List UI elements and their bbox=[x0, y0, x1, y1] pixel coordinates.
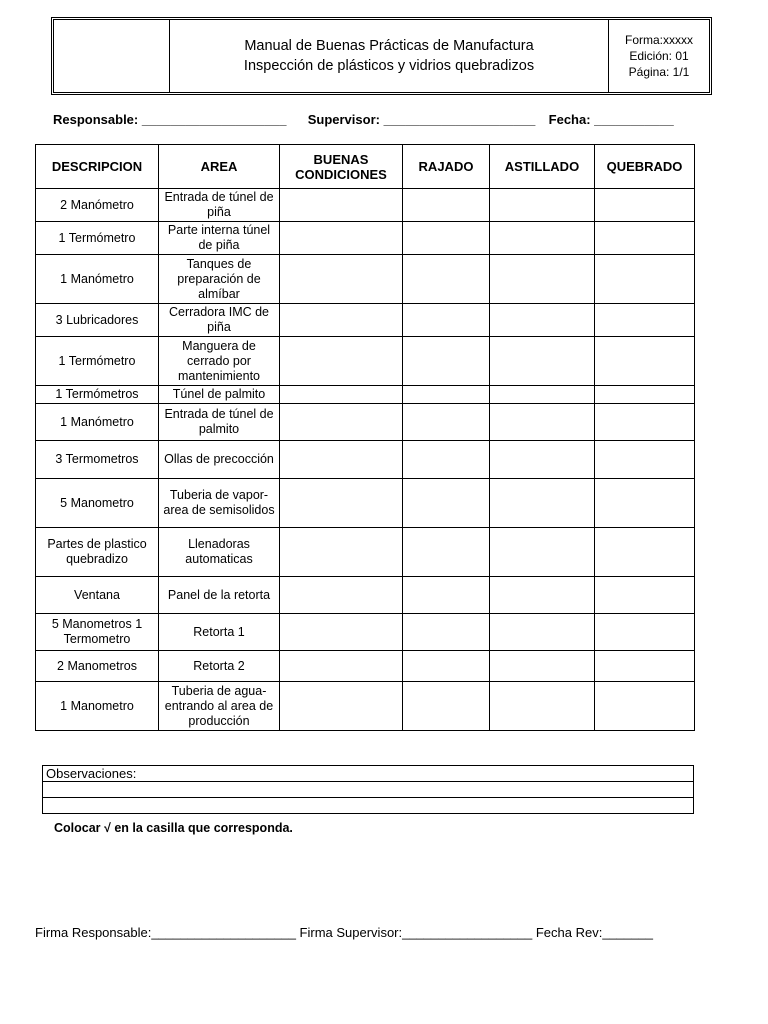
buenas-condiciones-cell[interactable] bbox=[280, 189, 403, 222]
forma-code: Forma:xxxxx bbox=[624, 33, 693, 47]
area-cell: Túnel de palmito bbox=[159, 386, 280, 404]
observaciones-box bbox=[42, 766, 694, 814]
buenas-condiciones-cell[interactable] bbox=[280, 441, 403, 479]
rajado-cell[interactable] bbox=[403, 441, 490, 479]
signature-line[interactable]: Firma Responsable:____________________ Firma Supervisor:__________________ Fecha Rev:_______ bbox=[35, 925, 653, 940]
astillado-cell[interactable] bbox=[490, 577, 595, 614]
quebrado-cell[interactable] bbox=[595, 651, 695, 682]
astillado-cell[interactable] bbox=[490, 255, 595, 304]
table-row bbox=[36, 441, 695, 479]
table-row bbox=[36, 255, 695, 304]
line-gap bbox=[108, 814, 118, 820]
area-cell: Ollas de precocción bbox=[159, 441, 280, 479]
quebrado-cell[interactable] bbox=[595, 404, 695, 441]
col-quebrado: QUEBRADO bbox=[595, 145, 695, 189]
area-cell: Manguera de cerrado por mantenimiento bbox=[159, 337, 280, 386]
rajado-cell[interactable] bbox=[403, 682, 490, 731]
quebrado-cell[interactable] bbox=[595, 479, 695, 528]
descripcion-cell: Partes de plastico quebradizo bbox=[36, 528, 159, 577]
table-row bbox=[36, 222, 695, 255]
astillado-cell[interactable] bbox=[490, 337, 595, 386]
header-fields bbox=[53, 112, 674, 127]
table-row bbox=[36, 189, 695, 222]
area-cell: Entrada de túnel de palmito bbox=[159, 404, 280, 441]
buenas-condiciones-cell[interactable] bbox=[280, 386, 403, 404]
astillado-cell[interactable] bbox=[490, 222, 595, 255]
descripcion-cell: 1 Termómetros bbox=[36, 386, 159, 404]
quebrado-cell[interactable] bbox=[595, 614, 695, 651]
rajado-cell[interactable] bbox=[403, 614, 490, 651]
buenas-condiciones-cell[interactable] bbox=[280, 614, 403, 651]
fecha-field[interactable]: Fecha: ___________ bbox=[548, 112, 674, 127]
rajado-cell[interactable] bbox=[403, 222, 490, 255]
rajado-cell[interactable] bbox=[403, 386, 490, 404]
area-cell: Retorta 2 bbox=[159, 651, 280, 682]
form-header bbox=[51, 17, 712, 95]
buenas-condiciones-cell[interactable] bbox=[280, 577, 403, 614]
rajado-cell[interactable] bbox=[403, 337, 490, 386]
descripcion-cell: 1 Manómetro bbox=[36, 404, 159, 441]
title-line-2: Inspección de plásticos y vidrios quebradizos bbox=[243, 58, 535, 74]
rajado-cell[interactable] bbox=[403, 255, 490, 304]
quebrado-cell[interactable] bbox=[595, 682, 695, 731]
quebrado-cell[interactable] bbox=[595, 255, 695, 304]
col-rajado: RAJADO bbox=[403, 145, 490, 189]
observaciones-label: Observaciones: bbox=[42, 765, 694, 782]
buenas-condiciones-cell[interactable] bbox=[280, 682, 403, 731]
quebrado-cell[interactable] bbox=[595, 189, 695, 222]
descripcion-cell: Ventana bbox=[36, 577, 159, 614]
astillado-cell[interactable] bbox=[490, 441, 595, 479]
astillado-cell[interactable] bbox=[490, 304, 595, 337]
rajado-cell[interactable] bbox=[403, 528, 490, 577]
quebrado-cell[interactable] bbox=[595, 441, 695, 479]
buenas-condiciones-cell[interactable] bbox=[280, 651, 403, 682]
buenas-condiciones-cell[interactable] bbox=[280, 255, 403, 304]
col-descripcion: DESCRIPCION bbox=[36, 145, 159, 189]
quebrado-cell[interactable] bbox=[595, 337, 695, 386]
area-cell: Tuberia de vapor- area de semisolidos bbox=[159, 479, 280, 528]
quebrado-cell[interactable] bbox=[595, 304, 695, 337]
area-cell: Tuberia de agua- entrando al area de producción bbox=[159, 682, 280, 731]
buenas-condiciones-cell[interactable] bbox=[280, 528, 403, 577]
col-buenas-condiciones: BUENAS CONDICIONES bbox=[280, 145, 403, 189]
area-cell: Tanques de preparación de almíbar bbox=[159, 255, 280, 304]
astillado-cell[interactable] bbox=[490, 528, 595, 577]
table-row bbox=[36, 404, 695, 441]
buenas-condiciones-cell[interactable] bbox=[280, 337, 403, 386]
descripcion-cell: 2 Manómetro bbox=[36, 189, 159, 222]
descripcion-cell: 1 Termómetro bbox=[36, 337, 159, 386]
buenas-condiciones-cell[interactable] bbox=[280, 404, 403, 441]
inspection-table bbox=[35, 144, 695, 731]
table-header-row bbox=[36, 145, 695, 189]
pagina: Página: 1/1 bbox=[628, 65, 690, 79]
table-row bbox=[36, 304, 695, 337]
descripcion-cell: 5 Manometro bbox=[36, 479, 159, 528]
table-row bbox=[36, 528, 695, 577]
form-meta bbox=[609, 20, 709, 92]
table-row bbox=[36, 651, 695, 682]
descripcion-cell: 1 Termómetro bbox=[36, 222, 159, 255]
rajado-cell[interactable] bbox=[403, 651, 490, 682]
logo-cell bbox=[54, 20, 170, 92]
buenas-condiciones-cell[interactable] bbox=[280, 304, 403, 337]
quebrado-cell[interactable] bbox=[595, 386, 695, 404]
descripcion-cell: 2 Manometros bbox=[36, 651, 159, 682]
astillado-cell[interactable] bbox=[490, 404, 595, 441]
area-cell: Cerradora IMC de piña bbox=[159, 304, 280, 337]
table-row bbox=[36, 682, 695, 731]
rajado-cell[interactable] bbox=[403, 404, 490, 441]
rajado-cell[interactable] bbox=[403, 189, 490, 222]
edicion: Edición: 01 bbox=[629, 49, 689, 63]
astillado-cell[interactable] bbox=[490, 189, 595, 222]
table-row bbox=[36, 577, 695, 614]
quebrado-cell[interactable] bbox=[595, 577, 695, 614]
rajado-cell[interactable] bbox=[403, 577, 490, 614]
astillado-cell[interactable] bbox=[490, 386, 595, 404]
area-cell: Panel de la retorta bbox=[159, 577, 280, 614]
descripcion-cell: 3 Lubricadores bbox=[36, 304, 159, 337]
area-cell: Retorta 1 bbox=[159, 614, 280, 651]
buenas-condiciones-cell[interactable] bbox=[280, 479, 403, 528]
quebrado-cell[interactable] bbox=[595, 222, 695, 255]
table-row bbox=[36, 479, 695, 528]
astillado-cell[interactable] bbox=[490, 682, 595, 731]
astillado-cell[interactable] bbox=[490, 614, 595, 651]
astillado-cell[interactable] bbox=[490, 479, 595, 528]
responsable-field[interactable]: Responsable: ____________________ bbox=[53, 112, 287, 127]
astillado-cell[interactable] bbox=[490, 651, 595, 682]
col-astillado: ASTILLADO bbox=[490, 145, 595, 189]
supervisor-field[interactable]: Supervisor: _____________________ bbox=[307, 112, 536, 127]
descripcion-cell: 3 Termometros bbox=[36, 441, 159, 479]
col-area: AREA bbox=[159, 145, 280, 189]
buenas-condiciones-cell[interactable] bbox=[280, 222, 403, 255]
area-cell: Entrada de túnel de piña bbox=[159, 189, 280, 222]
check-instruction: Colocar √ en la casilla que corresponda. bbox=[54, 821, 293, 835]
rajado-cell[interactable] bbox=[403, 304, 490, 337]
observaciones-line-2[interactable] bbox=[42, 797, 694, 814]
quebrado-cell[interactable] bbox=[595, 528, 695, 577]
table-row bbox=[36, 614, 695, 651]
area-cell: Parte interna túnel de piña bbox=[159, 222, 280, 255]
form-title bbox=[170, 20, 609, 92]
rajado-cell[interactable] bbox=[403, 479, 490, 528]
descripcion-cell: 1 Manometro bbox=[36, 682, 159, 731]
area-cell: Llenadoras automaticas bbox=[159, 528, 280, 577]
descripcion-cell: 1 Manómetro bbox=[36, 255, 159, 304]
table-row bbox=[36, 386, 695, 404]
descripcion-cell: 5 Manometros 1 Termometro bbox=[36, 614, 159, 651]
observaciones-line-1[interactable] bbox=[42, 781, 694, 798]
table-row bbox=[36, 337, 695, 386]
title-line-1: Manual de Buenas Prácticas de Manufactura bbox=[244, 38, 534, 54]
